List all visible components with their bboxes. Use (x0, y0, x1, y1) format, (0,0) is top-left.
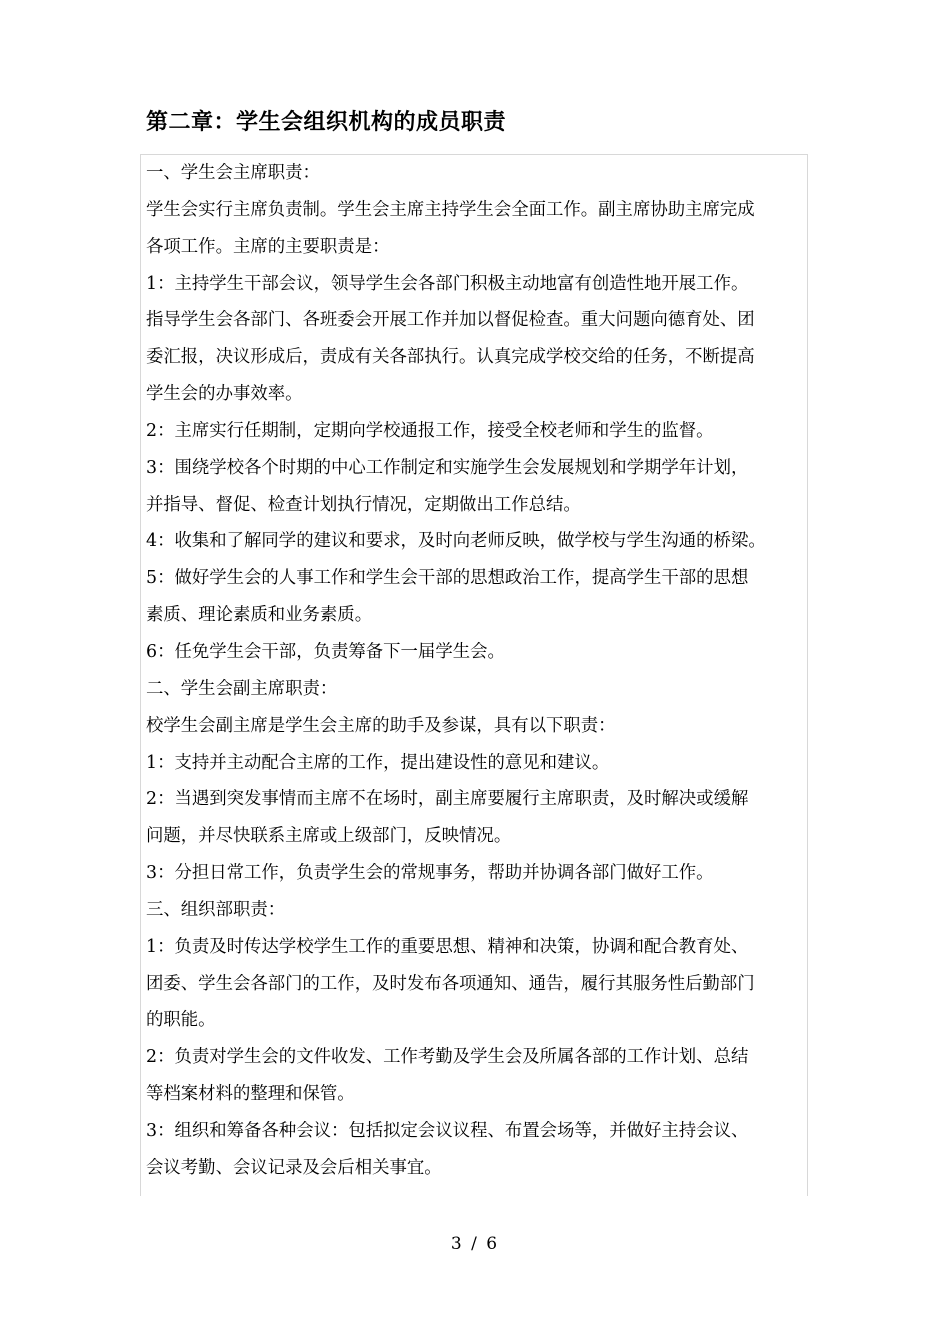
text-line: 各项工作。主席的主要职责是： (146, 236, 390, 257)
text-line: 3：分担日常工作，负责学生会的常规事务，帮助并协调各部门做好工作。 (146, 863, 714, 884)
page-title: 第二章：学生会组织机构的成员职责 (146, 109, 507, 135)
text-line: 3：围绕学校各个时期的中心工作制定和实施学生会发展规划和学期学年计划， (146, 457, 749, 478)
text-line: 1：支持并主动配合主席的工作，提出建设性的意见和建议。 (146, 752, 610, 773)
text-line: 学生会的办事效率。 (146, 384, 303, 405)
body-text (146, 155, 818, 1187)
text-line: 委汇报，决议形成后，责成有关各部执行。认真完成学校交给的任务，不断提高 (146, 347, 755, 368)
text-line: 团委、学生会各部门的工作，及时发布各项通知、通告，履行其服务性后勤部门 (146, 973, 755, 994)
text-line: 1：负责及时传达学校学生工作的重要思想、精神和决策，协调和配合教育处、 (146, 936, 749, 957)
text-line: 二、学生会副主席职责： (146, 678, 338, 699)
text-line: 问题，并尽快联系主席或上级部门，反映情况。 (146, 826, 512, 847)
text-line: 素质、理论素质和业务素质。 (146, 605, 373, 626)
text-line: 3：组织和筹备各种会议：包括拟定会议议程、布置会场等，并做好主持会议、 (146, 1120, 749, 1141)
text-line: 等档案材料的整理和保管。 (146, 1084, 355, 1105)
text-line: 会议考勤、会议记录及会后相关事宜。 (146, 1157, 442, 1178)
text-line: 2：负责对学生会的文件收发、工作考勤及学生会及所属各部的工作计划、总结 (146, 1047, 749, 1068)
text-line: 6：任免学生会干部，负责筹备下一届学生会。 (146, 641, 505, 662)
page-number: 3 / 6 (450, 1234, 500, 1254)
text-line: 学生会实行主席负责制。学生会主席主持学生会全面工作。副主席协助主席完成 (146, 199, 755, 220)
text-line: 2：当遇到突发事情而主席不在场时，副主席要履行主席职责，及时解决或缓解 (146, 789, 749, 810)
text-line: 指导学生会各部门、各班委会开展工作并加以督促检查。重大问题向德育处、团 (146, 310, 755, 331)
text-line: 1：主持学生干部会议，领导学生会各部门积极主动地富有创造性地开展工作。 (146, 273, 749, 294)
text-line: 5：做好学生会的人事工作和学生会干部的思想政治工作，提高学生干部的思想 (146, 568, 749, 589)
text-line: 并指导、督促、检查计划执行情况，定期做出工作总结。 (146, 494, 581, 515)
text-line: 校学生会副主席是学生会主席的助手及参谋，具有以下职责： (146, 715, 616, 736)
text-line: 的职能。 (146, 1010, 216, 1031)
text-line: 2：主席实行任期制，定期向学校通报工作，接受全校老师和学生的监督。 (146, 420, 714, 441)
text-line: 三、组织部职责： (146, 899, 286, 920)
text-line: 一、学生会主席职责： (146, 163, 320, 183)
text-line: 4：收集和了解同学的建议和要求，及时向老师反映，做学校与学生沟通的桥梁。 (146, 531, 766, 552)
